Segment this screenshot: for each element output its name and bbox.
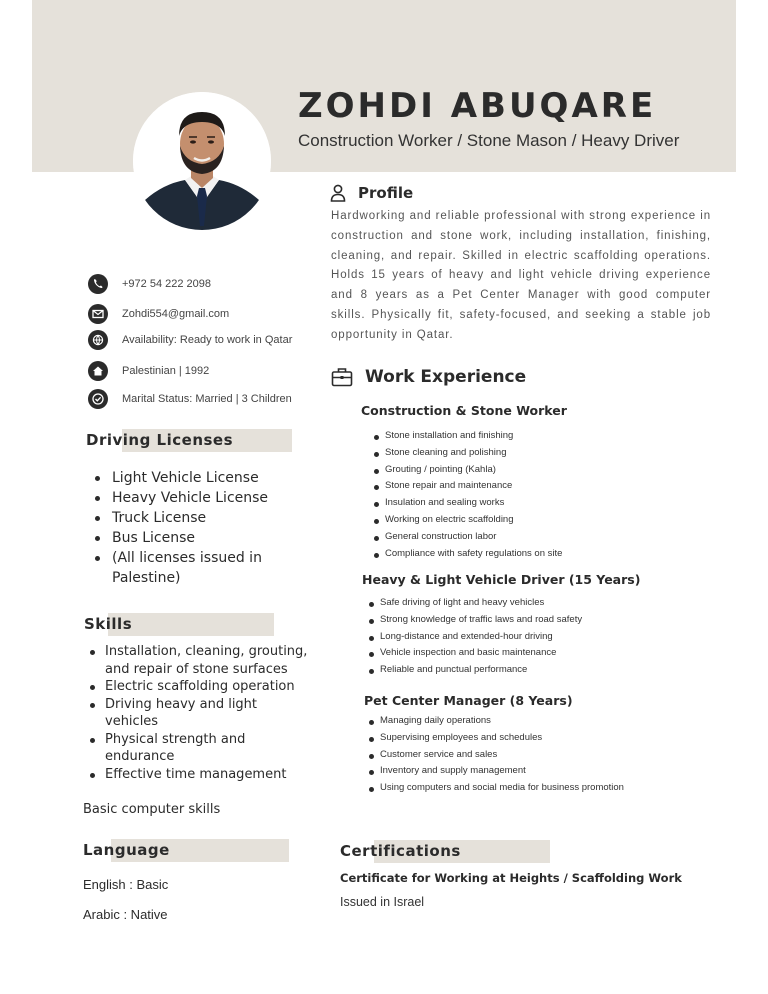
- contact-phone: [88, 274, 211, 294]
- job-title: Pet Center Manager (8 Years): [364, 693, 573, 708]
- list-item: Heavy Vehicle License: [95, 488, 315, 508]
- list-item: Supervising employees and schedules: [368, 730, 728, 747]
- list-item: Safe driving of light and heavy vehicles: [368, 595, 728, 612]
- job-title: Heavy & Light Vehicle Driver (15 Years): [362, 572, 641, 587]
- contact-email-text: Zohdi554@gmail.com: [122, 308, 230, 320]
- job-duties-list: [368, 595, 728, 679]
- contact-nationality-text: Palestinian | 1992: [122, 365, 210, 377]
- job-title: Construction & Stone Worker: [361, 403, 567, 418]
- list-item: Bus License: [95, 528, 315, 548]
- certification-title: Certificate for Working at Heights / Scaffolding Work: [340, 871, 682, 885]
- profile-heading: [330, 184, 413, 202]
- list-item: Inventory and supply management: [368, 763, 728, 780]
- list-item: Vehicle inspection and basic maintenance: [368, 645, 728, 662]
- contact-phone-text: +972 54 222 2098: [122, 278, 212, 290]
- contact-marital-text: Marital Status: Married | 3 Children: [122, 393, 292, 405]
- language-heading-text: Language: [83, 841, 170, 859]
- user-icon: [330, 184, 346, 202]
- list-item: Insulation and sealing works: [373, 495, 733, 512]
- check-circle-icon: [88, 389, 108, 409]
- list-item: Installation, cleaning, grouting, and repair of stone surfaces: [90, 643, 312, 678]
- profile-photo: [133, 92, 271, 230]
- experience-heading: [331, 367, 526, 387]
- certification-issuer: Issued in Israel: [340, 895, 425, 909]
- list-item: Stone installation and finishing: [373, 428, 733, 445]
- list-item: Reliable and punctual performance: [368, 662, 728, 679]
- skills-heading: [84, 613, 274, 636]
- job-duties-list: [373, 428, 733, 562]
- candidate-title: Construction Worker / Stone Mason / Heavy Driver: [298, 131, 680, 150]
- language-english: English : Basic: [83, 877, 169, 892]
- language-heading: [83, 839, 289, 862]
- contact-nationality: [88, 361, 209, 381]
- list-item: Managing daily operations: [368, 713, 728, 730]
- list-item: Stone cleaning and polishing: [373, 445, 733, 462]
- list-item: Long-distance and extended-hour driving: [368, 629, 728, 646]
- contact-email: [88, 304, 229, 324]
- list-item: Physical strength and endurance: [90, 731, 312, 766]
- language-arabic: Arabic : Native: [83, 907, 168, 922]
- list-item: Compliance with safety regulations on site: [373, 546, 733, 563]
- skills-list: [90, 643, 312, 783]
- job-duties-list: [368, 713, 728, 797]
- certifications-heading-text: Certifications: [340, 842, 461, 860]
- list-item: Driving heavy and light vehicles: [90, 696, 312, 731]
- email-icon: [88, 304, 108, 324]
- list-item: General construction labor: [373, 529, 733, 546]
- briefcase-icon: [331, 367, 353, 387]
- list-item: Grouting / pointing (Kahla): [373, 462, 733, 479]
- skills-extra: Basic computer skills: [83, 802, 221, 817]
- list-item: Strong knowledge of traffic laws and road safety: [368, 612, 728, 629]
- list-item: Stone repair and maintenance: [373, 478, 733, 495]
- contact-availability: [88, 330, 292, 350]
- profile-heading-text: Profile: [358, 184, 414, 202]
- phone-icon: [88, 274, 108, 294]
- list-item: Light Vehicle License: [95, 468, 315, 488]
- list-item: Truck License: [95, 508, 315, 528]
- globe-icon: [88, 330, 108, 350]
- licenses-heading-text: Driving Licenses: [86, 431, 234, 449]
- list-item: Effective time management: [90, 766, 312, 784]
- home-icon: [88, 361, 108, 381]
- list-item: Customer service and sales: [368, 747, 728, 764]
- profile-text: Hardworking and reliable professional with strong experience in construction and stone work, including installation, finishing, cleaning, and repair. Skilled in electric scaffolding operations. Holds 15 years of heavy and light vehicle driving experience and 8 years as a Pet Center Manager with good computer skills. Physically fit, safety-focused, and seeking a stable job opportunity in Qatar.: [331, 210, 711, 341]
- skills-heading-text: Skills: [84, 615, 133, 633]
- certifications-heading: [340, 840, 550, 863]
- list-item: Working on electric scaffolding: [373, 512, 733, 529]
- list-item: (All licenses issued in Palestine): [95, 548, 315, 588]
- skills-heading-bar: [108, 613, 274, 636]
- contact-availability-text: Availability: Ready to work in Qatar: [122, 334, 293, 346]
- licenses-heading: [86, 429, 292, 452]
- contact-marital: [88, 389, 292, 409]
- experience-heading-text: Work Experience: [365, 367, 527, 387]
- list-item: Electric scaffolding operation: [90, 678, 312, 696]
- candidate-name: ZOHDI ABUQARE: [298, 86, 657, 126]
- licenses-list: [95, 468, 315, 588]
- list-item: Using computers and social media for business promotion: [368, 780, 728, 797]
